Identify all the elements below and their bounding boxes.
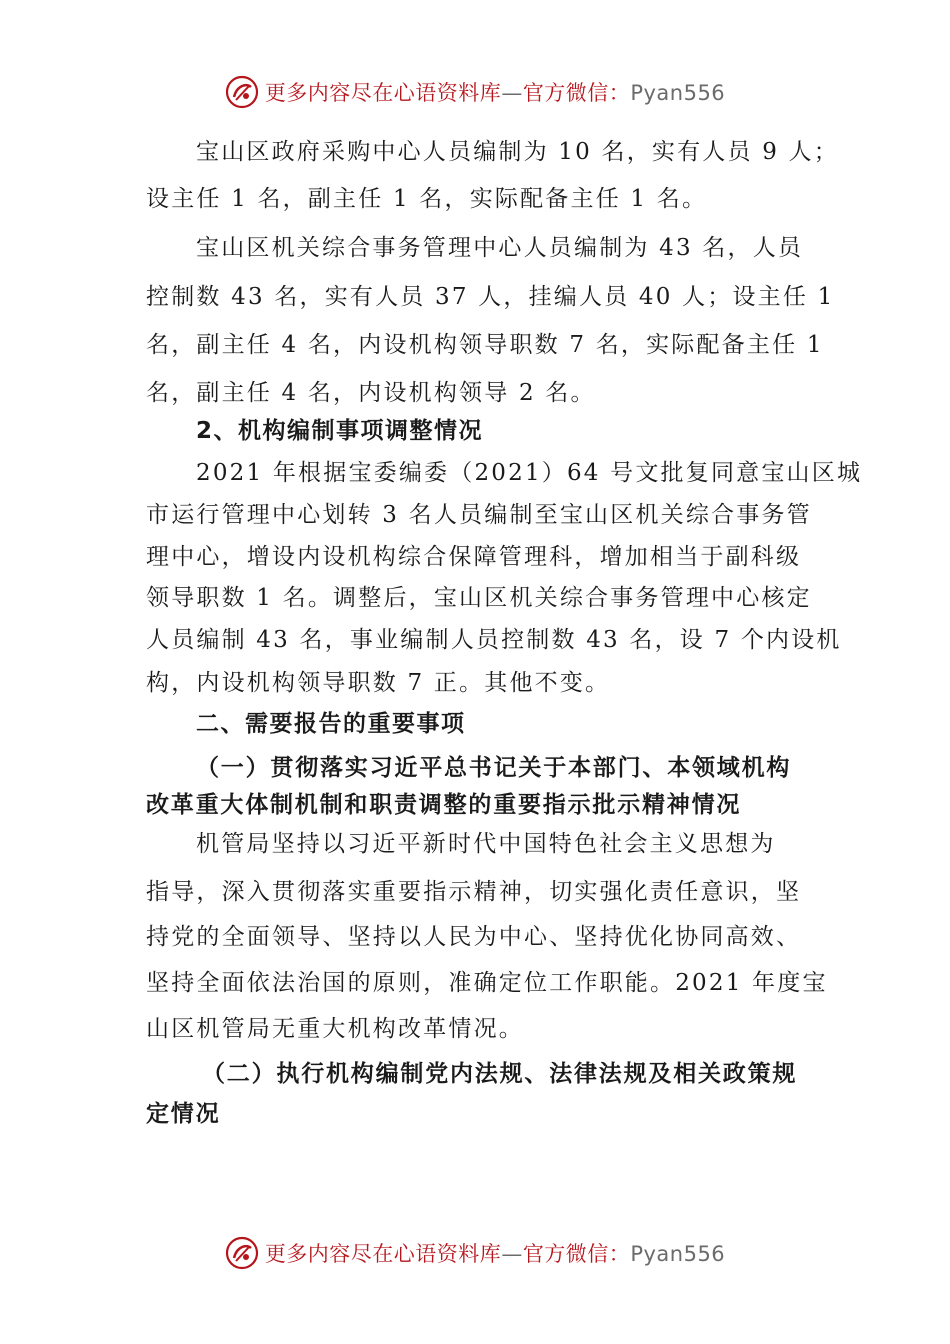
subsection-heading: （二）执行机构编制党内法规、法律法规及相关政策规 [202, 1060, 798, 1087]
text-line: 指导，深入贯彻落实重要指示精神，切实强化责任意识，坚 [146, 879, 802, 905]
text-line: 控制数 43 名，实有人员 37 人，挂编人员 40 人；设主任 1 [146, 284, 835, 310]
stamp-logo-icon [225, 75, 259, 109]
text-line: 名，副主任 4 名，内设机构领导 2 名。 [146, 380, 596, 406]
text-line: 宝山区机关综合事务管理中心人员编制为 43 名，人员 [196, 235, 804, 261]
text-line: 持党的全面领导、坚持以人民为中心、坚持优化协同高效、 [146, 924, 802, 950]
section-heading: 二、需要报告的重要事项 [196, 711, 466, 737]
subsection-heading: （一）贯彻落实习近平总书记关于本部门、本领域机构 [196, 754, 792, 781]
text-line: 2021 年根据宝委编委（2021）64 号文批复同意宝山区城 [196, 460, 863, 486]
text-line: 名，副主任 4 名，内设机构领导职数 7 名，实际配备主任 1 [146, 332, 824, 358]
stamp-logo-icon [225, 1236, 259, 1270]
subsection-heading: 改革重大体制机制和职责调整的重要指示批示精神情况 [146, 791, 742, 818]
text-line: 市运行管理中心划转 3 名人员编制至宝山区机关综合事务管 [146, 502, 812, 528]
text-line: 山区机管局无重大机构改革情况。 [146, 1016, 524, 1042]
text-line: 理中心，增设内设机构综合保障管理科，增加相当于副科级 [146, 544, 802, 570]
text-line: 坚持全面依法治国的原则，准确定位工作职能。2021 年度宝 [146, 970, 828, 996]
watermark-text: 更多内容尽在心语资料库—官方微信：Pyan556 [264, 81, 726, 105]
text-line: 构，内设机构领导职数 7 正。其他不变。 [146, 670, 611, 696]
text-line: 机管局坚持以习近平新时代中国特色社会主义思想为 [196, 831, 776, 857]
text-line: 设主任 1 名，副主任 1 名，实际配备主任 1 名。 [146, 186, 708, 212]
watermark-top [0, 72, 950, 112]
text-line: 宝山区政府采购中心人员编制为 10 名，实有人员 9 人； [196, 139, 839, 165]
text-line: 人员编制 43 名，事业编制人员控制数 43 名，设 7 个内设机 [146, 627, 842, 653]
subsection-heading: 定情况 [146, 1100, 221, 1127]
text-line: 领导职数 1 名。调整后，宝山区机关综合事务管理中心核定 [146, 585, 812, 611]
watermark-text: 更多内容尽在心语资料库—官方微信：Pyan556 [264, 1242, 726, 1266]
section-heading: 2、机构编制事项调整情况 [196, 418, 484, 444]
watermark-bottom [0, 1233, 950, 1273]
